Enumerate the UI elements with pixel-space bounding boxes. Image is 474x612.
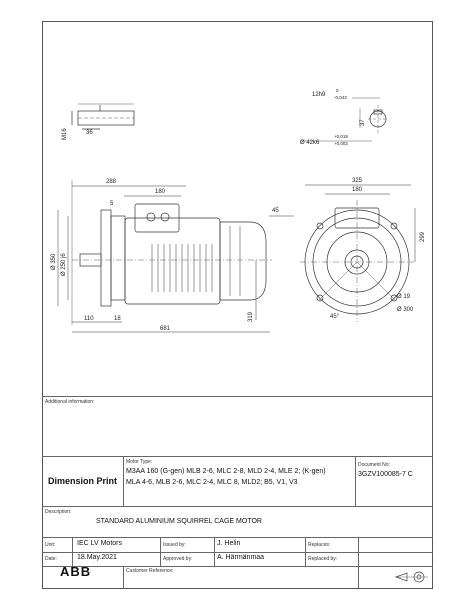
dim-d250: Ø 250 j6	[61, 253, 67, 276]
shaft-end-detail	[72, 104, 134, 129]
additional-info-label: Additional information:	[45, 399, 95, 405]
approved-by-value: A. Härmänmaa	[217, 554, 265, 561]
dim-180-side: 180	[155, 189, 166, 195]
dim-5: 5	[110, 201, 114, 207]
dim-shaft-tol-a: +0,018	[334, 134, 348, 139]
divider	[358, 537, 359, 589]
dim-key-37: 37	[360, 119, 366, 126]
dim-d350: Ø 350	[51, 253, 57, 270]
document-no: 3GZV100085-7 C	[358, 471, 413, 478]
replaces-label: Replaces:	[308, 542, 331, 548]
dim-shaft-tol-b: +0,002	[334, 141, 348, 146]
motor-side-view	[58, 180, 294, 332]
divider	[214, 537, 215, 566]
divider	[160, 537, 161, 566]
dim-shaft-diameter: Ø 42k6	[300, 140, 320, 146]
dim-key-tolerance: 12h9	[312, 92, 326, 98]
dim-325: 325	[352, 178, 363, 184]
description: STANDARD ALUMINIUM SQUIRREL CAGE MOTOR	[96, 518, 262, 525]
dim-45: 45	[272, 208, 279, 214]
issued-by-value: J. Helin	[217, 540, 241, 547]
divider	[305, 537, 306, 566]
projection-symbol-icon	[395, 570, 429, 584]
issued-by-label: Issued by:	[163, 542, 186, 548]
divider	[42, 537, 433, 538]
dim-key-tol-a: 0	[336, 88, 339, 93]
document-no-label: Document No:	[358, 462, 390, 468]
divider	[123, 566, 124, 589]
dim-18: 18	[114, 316, 121, 322]
unit-label: Unit:	[45, 542, 56, 548]
divider	[42, 566, 433, 567]
divider	[42, 506, 433, 507]
dim-45-degrees: 45°	[330, 314, 340, 320]
dim-299: 299	[420, 231, 426, 242]
dim-681: 681	[160, 326, 171, 332]
motor-type-line1: M3AA 160 (G-gen) MLB 2-6, MLC 2-8, MLD 2-4, MLE 2; (K-gen)	[126, 468, 326, 475]
divider	[72, 537, 73, 566]
dim-d300: Ø 300	[397, 307, 414, 313]
motor-front-view	[300, 185, 415, 322]
document-type: Dimension Print	[48, 476, 118, 486]
dim-319: 319	[248, 311, 254, 322]
motor-type-line2: MLA 4-6, MLB 2-6, MLC 2-4, MLC 8, MLD2; B5, V1, V3	[126, 479, 298, 486]
dim-key-tol-b: -0,043	[334, 95, 347, 100]
description-label: Description:	[45, 509, 72, 515]
dim-d19: Ø 19	[397, 294, 411, 300]
divider	[42, 552, 433, 553]
divider	[42, 396, 433, 397]
date-value: 18.May.2021	[77, 554, 117, 561]
unit-value: IEC LV Motors	[77, 540, 122, 547]
dim-110: 110	[84, 316, 94, 322]
divider	[42, 456, 433, 457]
motor-type-label: Motor Type:	[126, 459, 153, 465]
dim-shaft-thread: M16	[62, 128, 68, 140]
divider	[123, 456, 124, 506]
divider	[355, 456, 356, 506]
dim-shaft-36: 36	[86, 130, 93, 136]
dim-288: 288	[106, 179, 117, 185]
approved-by-label: Approved by:	[163, 556, 193, 562]
customer-reference-label: Customer Reference:	[126, 568, 174, 574]
date-label: Date:	[45, 556, 57, 562]
replaced-by-label: Replaced by:	[308, 556, 338, 562]
abb-logo: ABB	[60, 564, 92, 579]
dim-180-front: 180	[352, 187, 363, 193]
